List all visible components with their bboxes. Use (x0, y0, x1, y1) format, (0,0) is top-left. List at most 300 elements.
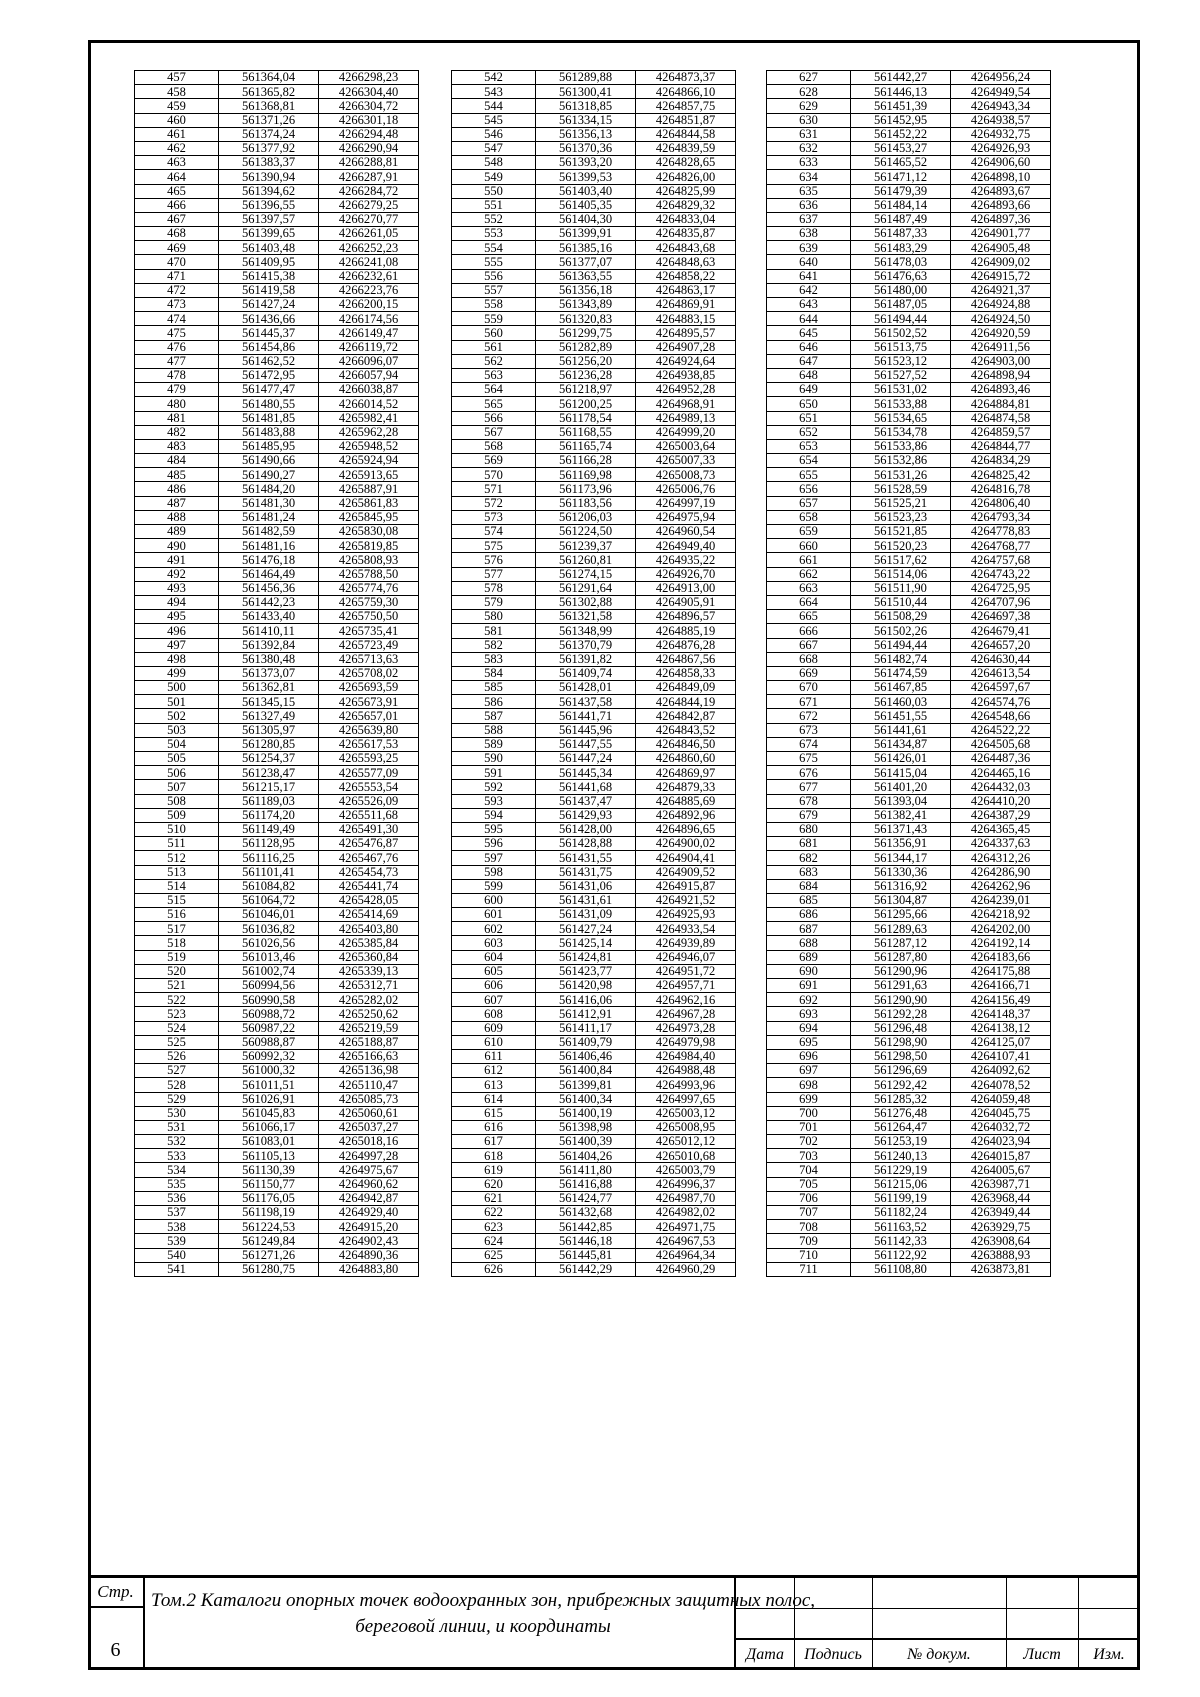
y-coordinate: 4264915,87 (636, 879, 736, 893)
x-coordinate: 561431,61 (536, 893, 636, 907)
y-coordinate: 4264842,87 (636, 709, 736, 723)
x-coordinate: 561189,03 (219, 794, 319, 808)
table-row (452, 255, 736, 269)
y-coordinate: 4266223,76 (319, 283, 419, 297)
x-coordinate: 561471,12 (851, 170, 951, 184)
table-row (452, 879, 736, 893)
table-row (767, 780, 1051, 794)
table-row (767, 1035, 1051, 1049)
table-row (767, 397, 1051, 411)
y-coordinate: 4266288,81 (319, 156, 419, 170)
y-coordinate: 4264505,68 (951, 737, 1051, 751)
x-coordinate: 561520,23 (851, 539, 951, 553)
y-coordinate: 4263949,44 (951, 1206, 1051, 1220)
y-coordinate: 4264956,24 (951, 71, 1051, 85)
x-coordinate: 561399,81 (536, 1078, 636, 1092)
table-row (767, 496, 1051, 510)
table-row (135, 411, 419, 425)
table-row (135, 241, 419, 255)
point-number: 495 (135, 610, 219, 624)
x-coordinate: 561292,28 (851, 1007, 951, 1021)
y-coordinate: 4264885,19 (636, 624, 736, 638)
y-coordinate: 4265312,71 (319, 979, 419, 993)
y-coordinate: 4265774,76 (319, 581, 419, 595)
point-number: 459 (135, 99, 219, 113)
x-coordinate: 561083,01 (219, 1135, 319, 1149)
y-coordinate: 4264825,42 (951, 468, 1051, 482)
x-coordinate: 561400,39 (536, 1135, 636, 1149)
title-block (88, 1575, 1140, 1670)
table-row (452, 922, 736, 936)
point-number: 500 (135, 681, 219, 695)
table-row (135, 212, 419, 226)
x-coordinate: 561356,91 (851, 837, 951, 851)
table-row (767, 993, 1051, 1007)
x-coordinate: 561182,24 (851, 1206, 951, 1220)
table-row (452, 737, 736, 751)
y-coordinate: 4266241,08 (319, 255, 419, 269)
point-number: 598 (452, 865, 536, 879)
point-number: 641 (767, 269, 851, 283)
table-row (452, 1234, 736, 1248)
table-row (767, 1106, 1051, 1120)
x-coordinate: 560988,87 (219, 1035, 319, 1049)
point-number: 685 (767, 893, 851, 907)
table-row (452, 439, 736, 453)
y-coordinate: 4264725,95 (951, 581, 1051, 595)
x-coordinate: 561149,49 (219, 822, 319, 836)
y-coordinate: 4263929,75 (951, 1220, 1051, 1234)
table-row (767, 865, 1051, 879)
point-number: 522 (135, 993, 219, 1007)
y-coordinate: 4264893,67 (951, 184, 1051, 198)
y-coordinate: 4265003,64 (636, 439, 736, 453)
table-row (135, 127, 419, 141)
x-coordinate: 561494,44 (851, 312, 951, 326)
y-coordinate: 4265593,25 (319, 752, 419, 766)
x-coordinate: 561411,17 (536, 1021, 636, 1035)
table-row (135, 113, 419, 127)
table-row (767, 1177, 1051, 1191)
point-number: 703 (767, 1149, 851, 1163)
x-coordinate: 561254,37 (219, 752, 319, 766)
table-row (135, 752, 419, 766)
x-coordinate: 561442,27 (851, 71, 951, 85)
y-coordinate: 4264858,22 (636, 269, 736, 283)
point-number: 608 (452, 1007, 536, 1021)
point-number: 607 (452, 993, 536, 1007)
x-coordinate: 561523,12 (851, 354, 951, 368)
point-number: 594 (452, 808, 536, 822)
table-row (135, 1021, 419, 1035)
y-coordinate: 4264915,20 (319, 1220, 419, 1234)
x-coordinate: 561445,96 (536, 723, 636, 737)
x-coordinate: 561240,13 (851, 1149, 951, 1163)
point-number: 493 (135, 581, 219, 595)
point-number: 496 (135, 624, 219, 638)
point-number: 527 (135, 1064, 219, 1078)
x-coordinate: 561416,06 (536, 993, 636, 1007)
point-number: 483 (135, 439, 219, 453)
x-coordinate: 561400,34 (536, 1092, 636, 1106)
y-coordinate: 4263873,81 (951, 1262, 1051, 1276)
table-row (767, 127, 1051, 141)
table-row (767, 525, 1051, 539)
point-number: 515 (135, 893, 219, 907)
x-coordinate: 561396,55 (219, 198, 319, 212)
y-coordinate: 4264873,37 (636, 71, 736, 85)
signature-grid (734, 1578, 1140, 1670)
point-number: 477 (135, 354, 219, 368)
point-number: 610 (452, 1035, 536, 1049)
point-number: 524 (135, 1021, 219, 1035)
table-row (452, 851, 736, 865)
table-row (767, 184, 1051, 198)
x-coordinate: 561517,62 (851, 553, 951, 567)
point-number: 575 (452, 539, 536, 553)
y-coordinate: 4265282,02 (319, 993, 419, 1007)
point-number: 555 (452, 255, 536, 269)
point-number: 502 (135, 709, 219, 723)
x-coordinate: 561532,86 (851, 454, 951, 468)
x-coordinate: 561476,63 (851, 269, 951, 283)
y-coordinate: 4264962,16 (636, 993, 736, 1007)
table-row (452, 1035, 736, 1049)
table-row (135, 340, 419, 354)
y-coordinate: 4264921,37 (951, 283, 1051, 297)
point-number: 549 (452, 170, 536, 184)
point-number: 557 (452, 283, 536, 297)
table-row (767, 439, 1051, 453)
x-coordinate: 561482,59 (219, 525, 319, 539)
x-coordinate: 561327,49 (219, 709, 319, 723)
y-coordinate: 4265924,94 (319, 454, 419, 468)
x-coordinate: 561380,48 (219, 652, 319, 666)
table-row (767, 624, 1051, 638)
y-coordinate: 4264867,56 (636, 652, 736, 666)
y-coordinate: 4264432,03 (951, 780, 1051, 794)
y-coordinate: 4265982,41 (319, 411, 419, 425)
point-number: 540 (135, 1248, 219, 1262)
y-coordinate: 4264107,41 (951, 1049, 1051, 1063)
y-coordinate: 4264901,77 (951, 227, 1051, 241)
x-coordinate: 561320,83 (536, 312, 636, 326)
table-row (135, 964, 419, 978)
table-row (767, 326, 1051, 340)
point-number: 475 (135, 326, 219, 340)
table-row (452, 1092, 736, 1106)
table-row (767, 141, 1051, 155)
x-coordinate: 561531,26 (851, 468, 951, 482)
x-coordinate: 561533,88 (851, 397, 951, 411)
x-coordinate: 561318,85 (536, 99, 636, 113)
point-number: 682 (767, 851, 851, 865)
y-coordinate: 4265339,13 (319, 964, 419, 978)
x-coordinate: 561481,30 (219, 496, 319, 510)
x-coordinate: 561229,19 (851, 1163, 951, 1177)
point-number: 544 (452, 99, 536, 113)
y-coordinate: 4265511,68 (319, 808, 419, 822)
table-row (767, 411, 1051, 425)
table-row (135, 482, 419, 496)
point-number: 467 (135, 212, 219, 226)
table-row (452, 1149, 736, 1163)
table-row (452, 241, 736, 255)
y-coordinate: 4266200,15 (319, 298, 419, 312)
x-coordinate: 561523,23 (851, 510, 951, 524)
table-row (767, 298, 1051, 312)
table-row (452, 723, 736, 737)
table-row (135, 326, 419, 340)
point-number: 553 (452, 227, 536, 241)
y-coordinate: 4264997,19 (636, 496, 736, 510)
table-row (767, 170, 1051, 184)
point-number: 491 (135, 553, 219, 567)
y-coordinate: 4264793,34 (951, 510, 1051, 524)
y-coordinate: 4264148,37 (951, 1007, 1051, 1021)
point-number: 560 (452, 326, 536, 340)
x-coordinate: 561416,88 (536, 1177, 636, 1191)
table-row (767, 794, 1051, 808)
x-coordinate: 561510,44 (851, 595, 951, 609)
x-coordinate: 561108,80 (851, 1262, 951, 1276)
y-coordinate: 4265008,73 (636, 468, 736, 482)
x-coordinate: 561356,18 (536, 283, 636, 297)
table-row (767, 312, 1051, 326)
y-coordinate: 4265708,02 (319, 666, 419, 680)
y-coordinate: 4264387,29 (951, 808, 1051, 822)
x-coordinate: 561467,85 (851, 681, 951, 695)
table-row (452, 326, 736, 340)
x-coordinate: 561479,39 (851, 184, 951, 198)
x-coordinate: 561433,40 (219, 610, 319, 624)
table-row (452, 752, 736, 766)
x-coordinate: 561296,69 (851, 1064, 951, 1078)
point-number: 542 (452, 71, 536, 85)
y-coordinate: 4266270,77 (319, 212, 419, 226)
x-coordinate: 561494,44 (851, 638, 951, 652)
y-coordinate: 4264613,54 (951, 666, 1051, 680)
y-coordinate: 4264942,87 (319, 1191, 419, 1205)
table-row (135, 1092, 419, 1106)
table-row (135, 709, 419, 723)
x-coordinate: 561305,97 (219, 723, 319, 737)
y-coordinate: 4264857,75 (636, 99, 736, 113)
point-number: 686 (767, 908, 851, 922)
x-coordinate: 561002,74 (219, 964, 319, 978)
x-coordinate: 561130,39 (219, 1163, 319, 1177)
point-number: 525 (135, 1035, 219, 1049)
y-coordinate: 4264844,58 (636, 127, 736, 141)
table-row (135, 1120, 419, 1134)
point-number: 664 (767, 595, 851, 609)
y-coordinate: 4265454,73 (319, 865, 419, 879)
point-number: 630 (767, 113, 851, 127)
point-number: 463 (135, 156, 219, 170)
table-row (135, 539, 419, 553)
y-coordinate: 4264023,94 (951, 1135, 1051, 1149)
y-coordinate: 4266304,40 (319, 85, 419, 99)
x-coordinate: 561442,23 (219, 595, 319, 609)
x-coordinate: 561411,80 (536, 1163, 636, 1177)
table-row (452, 184, 736, 198)
point-number: 706 (767, 1191, 851, 1205)
x-coordinate: 561428,00 (536, 822, 636, 836)
y-coordinate: 4265617,53 (319, 737, 419, 751)
y-coordinate: 4264973,28 (636, 1021, 736, 1035)
table-row (135, 468, 419, 482)
table-row (135, 1149, 419, 1163)
table-row (135, 439, 419, 453)
point-number: 601 (452, 908, 536, 922)
point-number: 572 (452, 496, 536, 510)
table-row (135, 581, 419, 595)
point-number: 482 (135, 425, 219, 439)
x-coordinate: 561487,33 (851, 227, 951, 241)
x-coordinate: 561442,85 (536, 1220, 636, 1234)
table-row (452, 1007, 736, 1021)
table-row (135, 255, 419, 269)
y-coordinate: 4264960,29 (636, 1262, 736, 1276)
table-row (452, 808, 736, 822)
point-number: 466 (135, 198, 219, 212)
y-coordinate: 4264949,54 (951, 85, 1051, 99)
x-coordinate: 561424,81 (536, 950, 636, 964)
point-number: 476 (135, 340, 219, 354)
y-coordinate: 4264826,00 (636, 170, 736, 184)
table-row (452, 212, 736, 226)
x-coordinate: 561168,55 (536, 425, 636, 439)
y-coordinate: 4264905,91 (636, 595, 736, 609)
y-coordinate: 4264967,28 (636, 1007, 736, 1021)
y-coordinate: 4264893,46 (951, 383, 1051, 397)
x-coordinate: 561478,03 (851, 255, 951, 269)
table-row (452, 780, 736, 794)
point-number: 566 (452, 411, 536, 425)
point-number: 644 (767, 312, 851, 326)
x-coordinate: 561371,26 (219, 113, 319, 127)
x-coordinate: 561356,13 (536, 127, 636, 141)
x-coordinate: 561249,84 (219, 1234, 319, 1248)
x-coordinate: 561300,41 (536, 85, 636, 99)
table-row (767, 652, 1051, 666)
point-number: 692 (767, 993, 851, 1007)
table-row (135, 368, 419, 382)
point-number: 656 (767, 482, 851, 496)
x-coordinate: 561431,75 (536, 865, 636, 879)
point-number: 485 (135, 468, 219, 482)
table-row (135, 298, 419, 312)
point-number: 596 (452, 837, 536, 851)
point-number: 584 (452, 666, 536, 680)
point-number: 629 (767, 99, 851, 113)
y-coordinate: 4264967,53 (636, 1234, 736, 1248)
y-coordinate: 4265385,84 (319, 936, 419, 950)
table-row (767, 879, 1051, 893)
y-coordinate: 4264876,28 (636, 638, 736, 652)
point-number: 613 (452, 1078, 536, 1092)
y-coordinate: 4264045,75 (951, 1106, 1051, 1120)
y-coordinate: 4265414,69 (319, 908, 419, 922)
table-row (135, 979, 419, 993)
y-coordinate: 4265962,28 (319, 425, 419, 439)
point-number: 680 (767, 822, 851, 836)
table-row (452, 822, 736, 836)
x-coordinate: 561215,17 (219, 780, 319, 794)
table-row (452, 397, 736, 411)
table-row (135, 1064, 419, 1078)
table-row (135, 99, 419, 113)
y-coordinate: 4264839,59 (636, 141, 736, 155)
x-coordinate: 561427,24 (536, 922, 636, 936)
point-number: 595 (452, 822, 536, 836)
x-coordinate: 561368,81 (219, 99, 319, 113)
point-number: 531 (135, 1120, 219, 1134)
point-number: 667 (767, 638, 851, 652)
table-row (452, 666, 736, 680)
x-coordinate: 561472,95 (219, 368, 319, 382)
y-coordinate: 4264337,63 (951, 837, 1051, 851)
y-coordinate: 4264866,10 (636, 85, 736, 99)
point-number: 517 (135, 922, 219, 936)
point-number: 490 (135, 539, 219, 553)
point-number: 700 (767, 1106, 851, 1120)
y-coordinate: 4264911,56 (951, 340, 1051, 354)
point-number: 567 (452, 425, 536, 439)
point-number: 705 (767, 1177, 851, 1191)
point-number: 514 (135, 879, 219, 893)
y-coordinate: 4265360,84 (319, 950, 419, 964)
point-number: 472 (135, 283, 219, 297)
point-number: 683 (767, 865, 851, 879)
table-row (452, 198, 736, 212)
point-number: 639 (767, 241, 851, 255)
x-coordinate: 561302,88 (536, 595, 636, 609)
x-coordinate: 561385,16 (536, 241, 636, 255)
x-coordinate: 561437,58 (536, 695, 636, 709)
y-coordinate: 4265010,68 (636, 1149, 736, 1163)
signature-row (736, 1609, 1140, 1640)
x-coordinate: 561289,88 (536, 71, 636, 85)
y-coordinate: 4264879,33 (636, 780, 736, 794)
x-coordinate: 561236,28 (536, 368, 636, 382)
point-number: 473 (135, 298, 219, 312)
x-coordinate: 561441,71 (536, 709, 636, 723)
table-row (767, 198, 1051, 212)
x-coordinate: 561511,90 (851, 581, 951, 595)
point-number: 710 (767, 1248, 851, 1262)
table-row (135, 638, 419, 652)
table-row (767, 581, 1051, 595)
table-row (767, 1078, 1051, 1092)
table-row (767, 851, 1051, 865)
y-coordinate: 4265006,76 (636, 482, 736, 496)
table-row (135, 1220, 419, 1234)
point-number: 484 (135, 454, 219, 468)
y-coordinate: 4266261,05 (319, 227, 419, 241)
table-row (767, 1206, 1051, 1220)
table-row (135, 156, 419, 170)
table-row (135, 837, 419, 851)
x-coordinate: 561456,36 (219, 581, 319, 595)
y-coordinate: 4266279,25 (319, 198, 419, 212)
x-coordinate: 561011,51 (219, 1078, 319, 1092)
x-coordinate: 561441,61 (851, 723, 951, 737)
point-number: 538 (135, 1220, 219, 1234)
point-number: 554 (452, 241, 536, 255)
x-coordinate: 561116,25 (219, 851, 319, 865)
x-coordinate: 561447,24 (536, 752, 636, 766)
